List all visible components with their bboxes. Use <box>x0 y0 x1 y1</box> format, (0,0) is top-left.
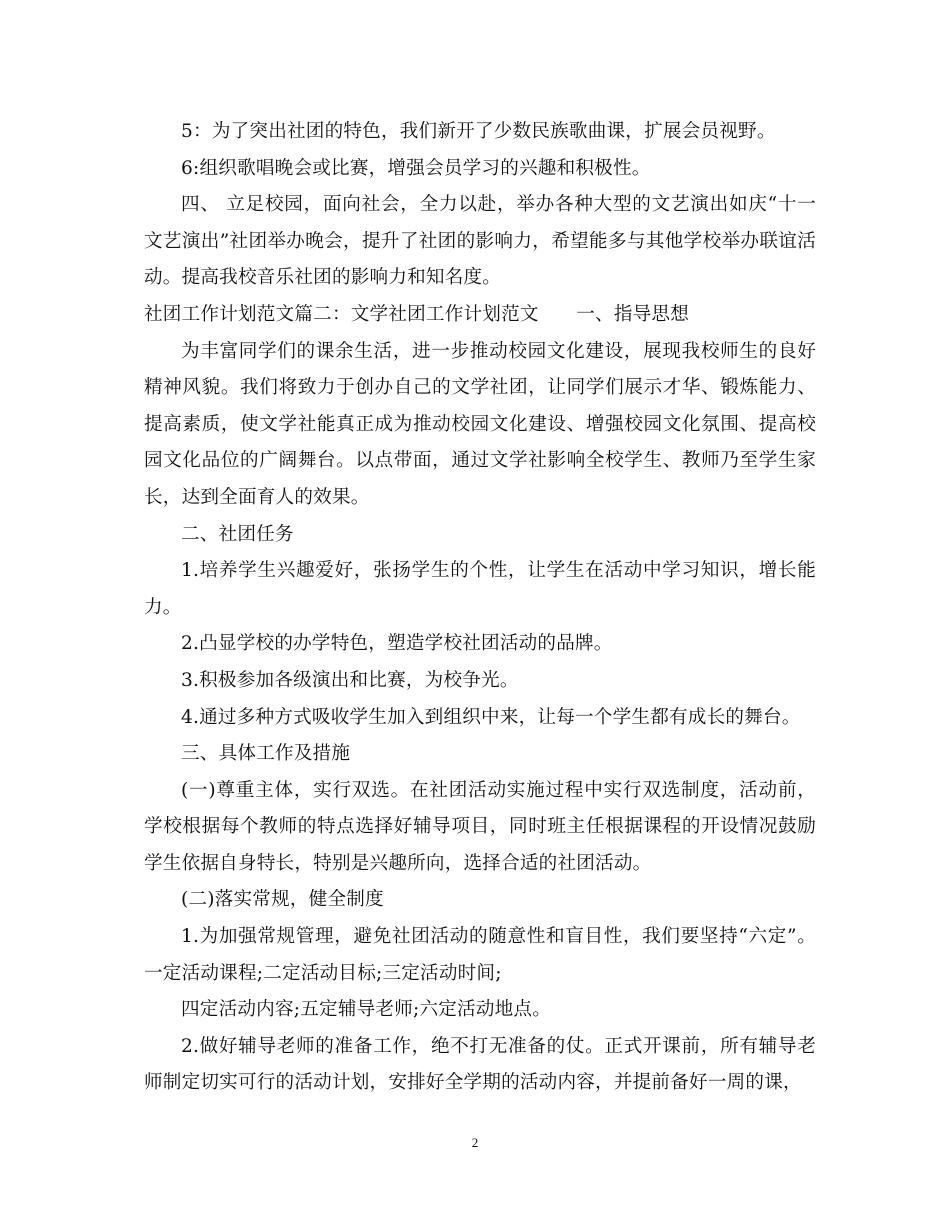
section-heading: 社团工作计划范文篇二：文学社团工作计划范文 一、指导思想 <box>144 303 690 325</box>
paragraph: 四定活动内容;五定辅导老师;六定活动地点。 <box>181 999 552 1021</box>
list-item: 3.积极参加各级演出和比赛，为校争光。 <box>181 669 519 691</box>
paragraph: 6:组织歌唱晚会或比赛，增强会员学习的兴趣和积极性。 <box>181 157 651 179</box>
page-number: 2 <box>471 1135 479 1150</box>
paragraph: (一)尊重主体，实行双选。在社团活动实施过程中实行双选制度，活动前，学校根据每个教师的特点选择好辅导项目，同时班主任根据课程的开设情况鼓励学生依据自身特长，特别是兴趣所向，选择合适的社团活动。 <box>144 779 816 874</box>
list-item: 4.通过多种方式吸收学生加入到组织中来，让每一个学生都有成长的舞台。 <box>181 706 801 728</box>
list-item: 1.培养学生兴趣爱好，张扬学生的个性，让学生在活动中学习知识，增长能力。 <box>144 560 816 618</box>
paragraph: 2.做好辅导老师的准备工作，绝不打无准备的仗。正式开课前，所有辅导老师制定切实可行的活动计划，安排好全学期的活动内容，并提前备好一周的课， <box>144 1035 816 1094</box>
body-text <box>144 114 816 1102</box>
section-heading: 三、具体工作及措施 <box>181 743 351 765</box>
list-item: 2.凸显学校的办学特色，塑造学校社团活动的品牌。 <box>181 633 613 655</box>
subsection-heading: (二)落实常规，健全制度 <box>181 889 384 911</box>
paragraph: 为丰富同学们的课余生活，进一步推动校园文化建设，展现我校师生的良好精神风貌。我们将致力于创办自己的文学社团，让同学们展示才华、锻炼能力、提高素质，使文学社能真正成为推动校园文化建设、增强校园文化氛围、提高校园文化品位的广阔舞台。以点带面，通过文学社影响全校学生、教师乃至学生家长，达到全面育人的效果。 <box>144 340 816 508</box>
section-heading: 二、社团任务 <box>181 523 294 545</box>
paragraph: 1.为加强常规管理，避免社团活动的随意性和盲目性，我们要坚持“六定”。一定活动课程;二定活动目标;三定活动时间; <box>144 926 816 984</box>
paragraph: 5：为了突出社团的特色，我们新开了少数民族歌曲课，扩展会员视野。 <box>181 121 776 142</box>
paragraph: 四、 立足校园，面向社会，全力以赴，举办各种大型的文艺演出如庆“十一文艺演出”社团举办晚会，提升了社团的影响力，希望能多与其他学校举办联谊活动。提高我校音乐社团的影响力和知名度。 <box>144 194 816 289</box>
